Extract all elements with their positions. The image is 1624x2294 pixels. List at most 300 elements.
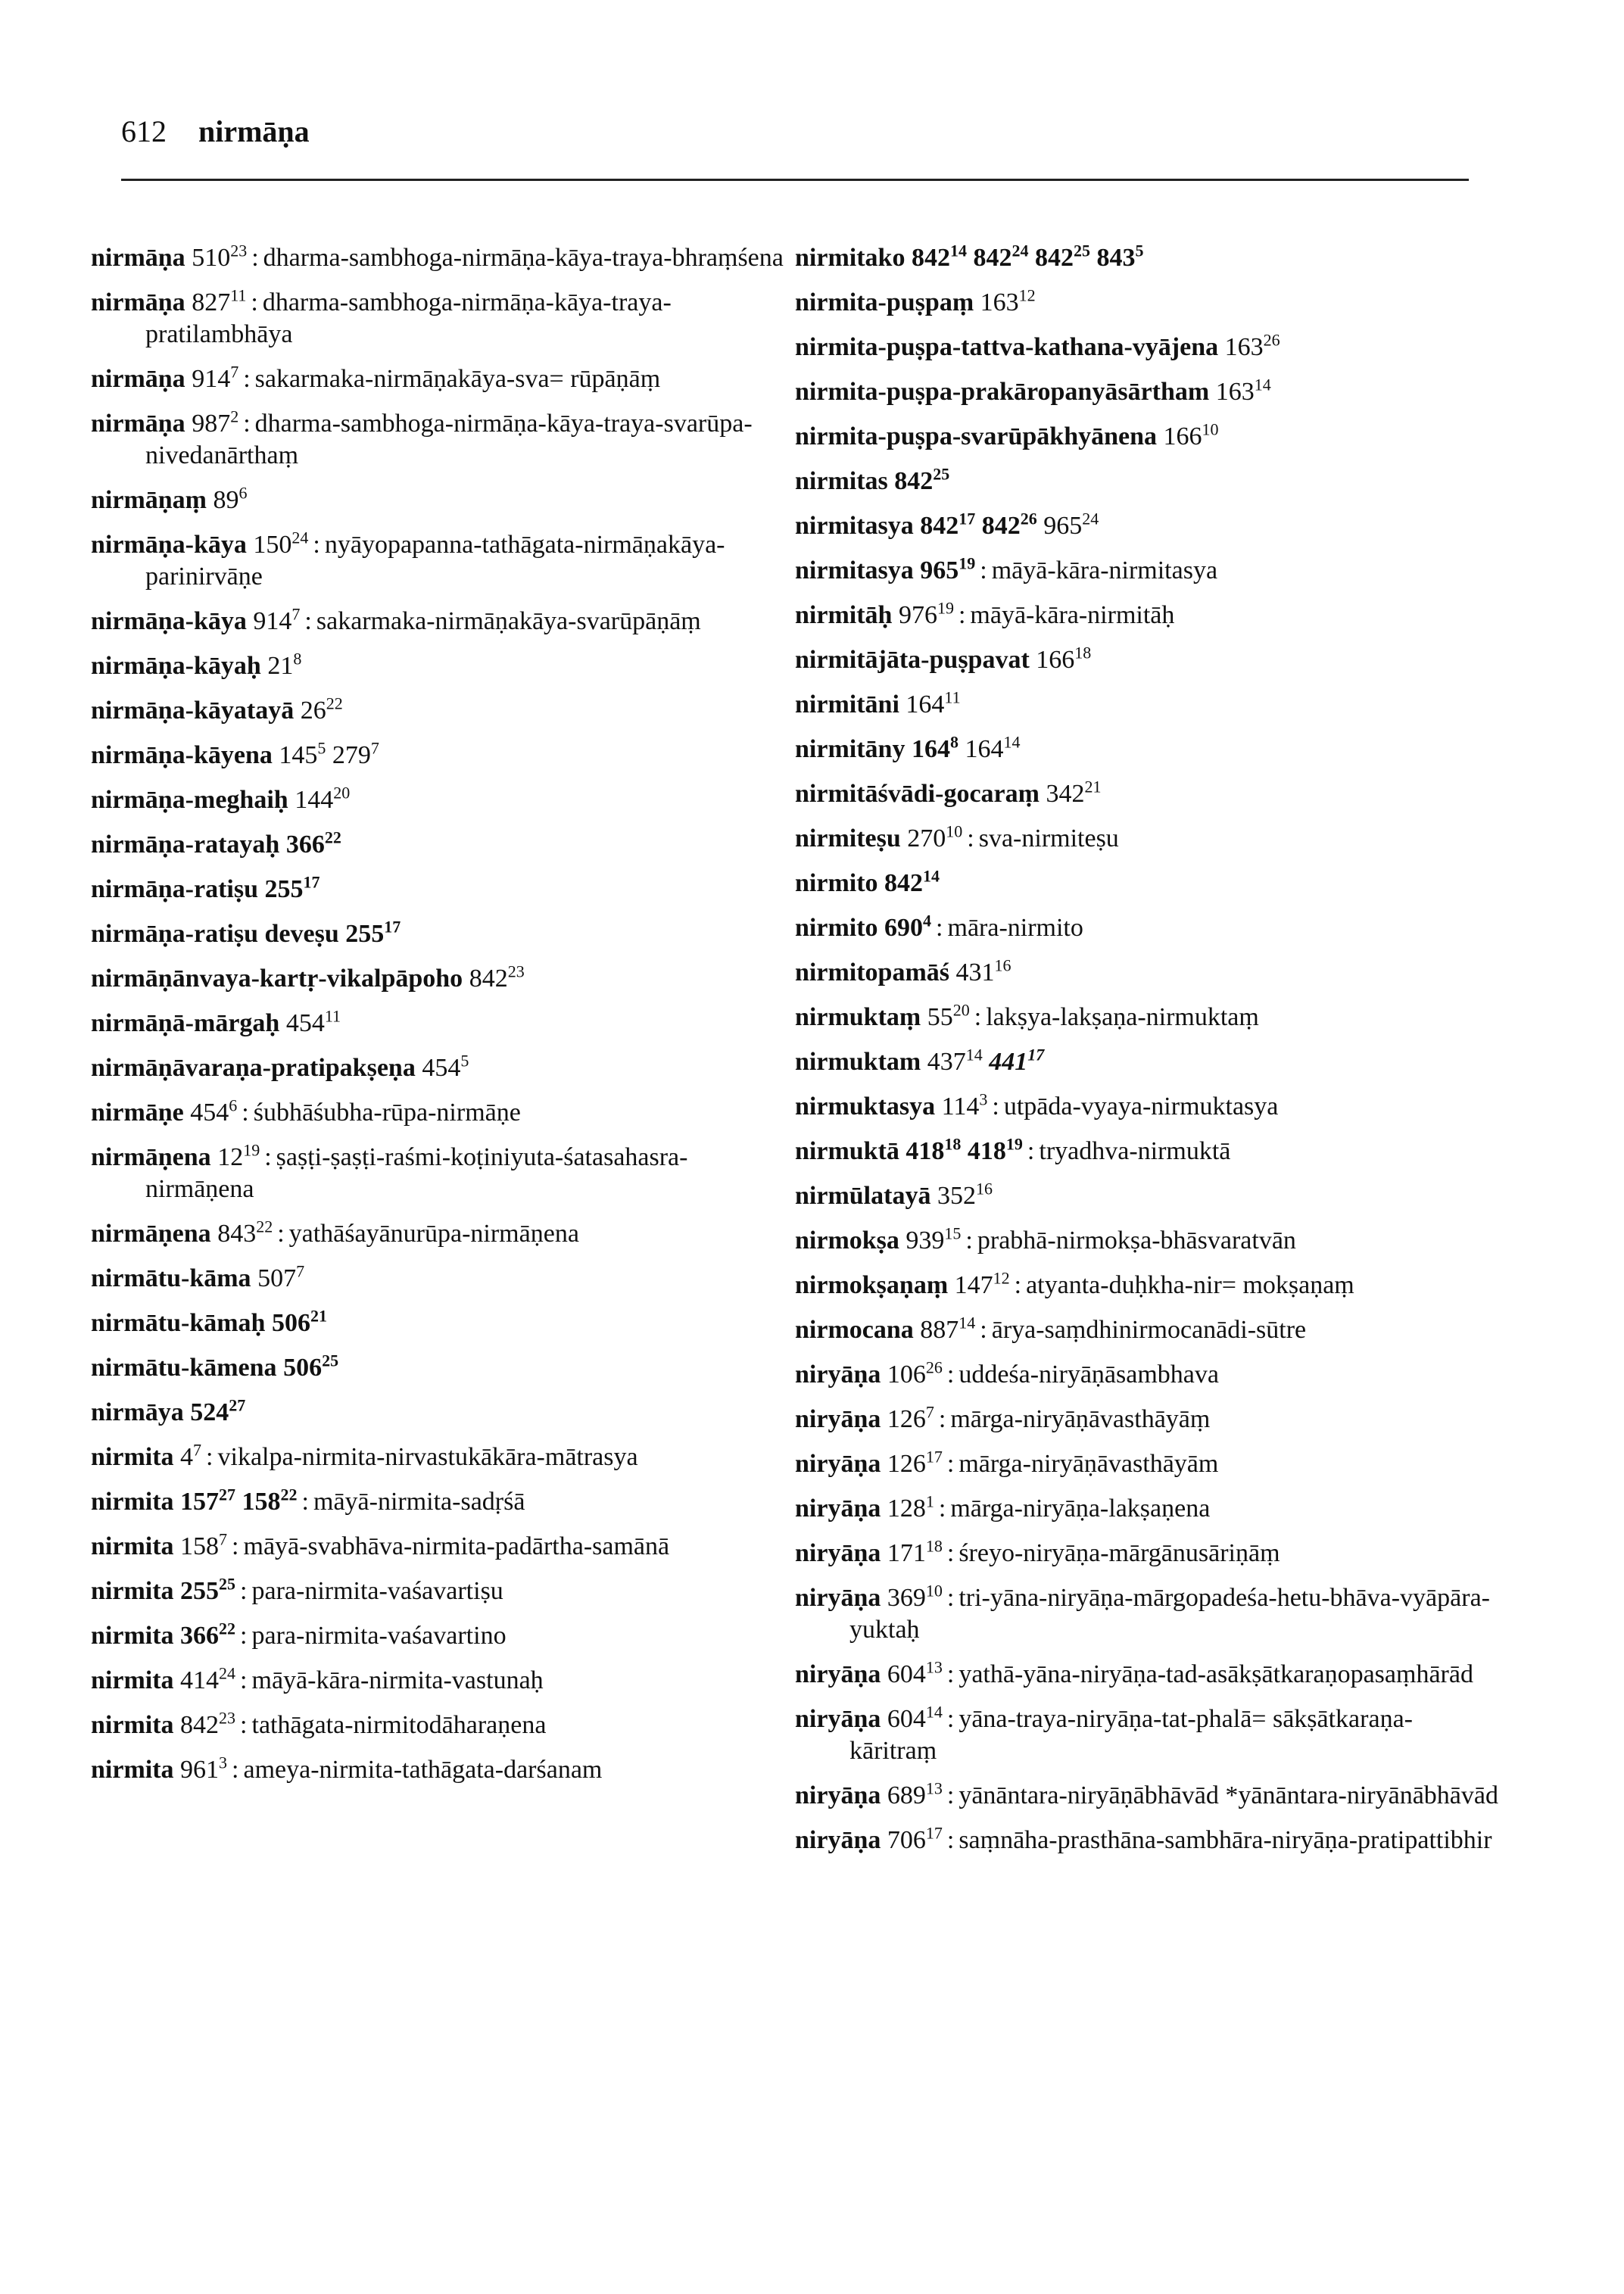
line-number-ref: 16 — [994, 955, 1011, 975]
headword: nirmāṇena — [91, 1220, 211, 1248]
page-number-ref: 706 — [887, 1826, 926, 1854]
headword: nirmāṇa-ratiṣu deveṣu — [91, 920, 339, 948]
gloss-text: para-nirmita-vaśavartino — [251, 1622, 507, 1650]
line-number-ref: 18 — [1074, 643, 1092, 662]
page-number-ref: 12 — [217, 1143, 244, 1171]
index-entry — [91, 1008, 795, 1039]
page-number-ref: 961 — [180, 1756, 220, 1784]
headword: nirmita-puṣpaṃ — [795, 288, 974, 316]
line-number-ref: 17 — [959, 509, 976, 528]
page-number-ref: 604 — [887, 1660, 926, 1688]
gloss-separator: : — [277, 1220, 285, 1248]
gloss-separator: : — [240, 1622, 248, 1650]
line-number-ref: 7 — [296, 1261, 305, 1281]
gloss-text: prabhā-nirmokṣa-bhāsvaratvān — [977, 1226, 1296, 1255]
line-number-ref: 3 — [219, 1753, 228, 1772]
page-reference — [937, 1179, 993, 1210]
gloss-separator: : — [242, 1099, 249, 1127]
page-reference — [345, 917, 401, 948]
page-reference — [242, 1485, 298, 1516]
gloss-text: yathāśayānurūpa-nirmāṇena — [288, 1220, 579, 1248]
headword: nirmokṣaṇaṃ — [795, 1271, 949, 1299]
index-entry — [795, 778, 1499, 810]
line-number-ref: 19 — [937, 598, 954, 618]
headword: nirmita-puṣpa-tattva-kathana-vyājena — [795, 333, 1219, 361]
page-reference — [887, 1536, 943, 1567]
gloss-text: vikalpa-nirmita-nirvastukākāra-mātrasya — [217, 1443, 638, 1471]
page-reference — [190, 1096, 238, 1127]
page-reference — [267, 649, 302, 680]
line-number-ref: 23 — [230, 241, 248, 260]
index-entry — [91, 1308, 795, 1339]
page-number-ref: 55 — [927, 1003, 953, 1031]
page-reference — [264, 872, 320, 903]
line-number-ref: 26 — [925, 1357, 943, 1377]
page-reference — [192, 241, 248, 272]
headword: nirmāṇa-ratayaḥ — [91, 831, 280, 859]
page-number-ref: 158 — [180, 1532, 220, 1560]
headword: nirmuktaṃ — [795, 1003, 921, 1031]
gloss-text: māyā-nirmita-sadṛśā — [313, 1488, 525, 1516]
headword: nirmita — [91, 1443, 174, 1471]
page-reference — [217, 1217, 273, 1248]
page-reference — [884, 911, 932, 942]
headword: nirmita — [91, 1711, 174, 1739]
gloss-separator: : — [240, 1577, 248, 1605]
index-entry — [91, 874, 795, 905]
line-number-ref: 3 — [979, 1089, 988, 1109]
index-entry — [91, 1097, 795, 1129]
gloss-separator: : — [240, 1666, 248, 1694]
headword: niryāṇa — [795, 1495, 881, 1523]
index-entry — [91, 963, 795, 995]
headword: nirmitājāta-puṣpavat — [795, 646, 1030, 674]
line-number-ref: 16 — [975, 1179, 993, 1198]
line-number-ref: 1 — [925, 1491, 934, 1511]
header-rule — [121, 179, 1469, 181]
page-number-ref: 454 — [190, 1099, 229, 1127]
index-entry — [91, 1531, 795, 1563]
line-number-ref: 26 — [1020, 509, 1037, 528]
page-number-ref: 144 — [295, 786, 334, 814]
headword: nirmāṇa — [91, 288, 185, 316]
index-entry — [795, 510, 1499, 542]
gloss-separator: : — [232, 1756, 239, 1784]
line-number-ref: 6 — [229, 1096, 238, 1115]
line-number-ref: 23 — [507, 962, 525, 981]
gloss-text: sakarmaka-nirmāṇakāya-sva= rūpāṇāṃ — [254, 365, 661, 393]
gloss-separator: : — [232, 1532, 239, 1560]
index-entry — [91, 1218, 795, 1250]
page-reference — [887, 1778, 943, 1809]
line-number-ref: 14 — [959, 1313, 976, 1332]
page-reference — [907, 821, 963, 852]
gloss-separator: : — [301, 1488, 309, 1516]
page-number-ref: 510 — [192, 244, 231, 272]
headword: nirmita — [91, 1666, 174, 1694]
page-reference — [927, 1000, 970, 1031]
headword: nirmāṇa-kāyaḥ — [91, 652, 261, 680]
page-reference — [1036, 643, 1092, 674]
page-number-ref: 842 — [180, 1711, 220, 1739]
line-number-ref: 19 — [959, 553, 976, 573]
page-number-ref: 369 — [887, 1584, 926, 1612]
page-number-ref: 842 — [469, 965, 508, 993]
right-column — [795, 242, 1499, 1869]
page-number-ref: 279 — [332, 741, 371, 769]
page-reference — [887, 1491, 934, 1523]
page-number-ref: 145 — [279, 741, 318, 769]
page-reference — [887, 1402, 934, 1433]
page-reference — [920, 553, 976, 584]
page-reference — [213, 483, 248, 514]
gloss-separator: : — [946, 1361, 955, 1389]
page-number-ref: 126 — [887, 1450, 926, 1478]
line-number-ref: 24 — [291, 528, 309, 547]
page-reference — [180, 1485, 236, 1516]
page-reference — [887, 1357, 943, 1389]
left-column — [91, 242, 795, 1799]
index-entry — [91, 1263, 795, 1295]
headword: nirmuktā — [795, 1137, 899, 1165]
line-number-ref: 22 — [326, 693, 343, 713]
gloss-separator: : — [980, 556, 987, 584]
page-number-ref: 842 — [911, 244, 950, 272]
page-number-ref: 843 — [217, 1220, 257, 1248]
line-number-ref: 5 — [1135, 241, 1144, 260]
gloss-text: tathāgata-nirmitodāharaṇena — [251, 1711, 547, 1739]
page-reference — [257, 1261, 305, 1292]
headword: niryāṇa — [795, 1405, 881, 1433]
page-number-ref: 431 — [955, 958, 995, 986]
gloss-separator: : — [946, 1660, 955, 1688]
page-reference — [285, 828, 341, 859]
headword: nirmitako — [795, 244, 906, 272]
gloss-separator: : — [965, 1226, 973, 1255]
page-number-ref: 418 — [967, 1137, 1006, 1165]
page-number-ref: 164 — [965, 735, 1004, 763]
gloss-text: ameya-nirmita-tathāgata-darśanam — [243, 1756, 603, 1784]
headword: niryāṇa — [795, 1705, 881, 1733]
headword: niryāṇa — [795, 1826, 881, 1854]
gloss-separator: : — [946, 1539, 955, 1567]
gloss-separator: : — [946, 1584, 955, 1612]
page-reference — [300, 693, 343, 725]
page-reference — [285, 1006, 341, 1037]
index-entry — [91, 829, 795, 861]
page-reference — [279, 738, 326, 769]
page-reference — [941, 1089, 988, 1121]
index-entry — [795, 1825, 1499, 1856]
gloss-text: māyā-kāra-nirmitāḥ — [970, 601, 1175, 629]
index-entry — [795, 1659, 1499, 1691]
index-entry — [795, 1448, 1499, 1480]
page-number-ref: 352 — [937, 1182, 976, 1210]
headword: nirmāṇaṃ — [91, 486, 207, 514]
page-reference — [898, 598, 954, 629]
index-entry — [91, 606, 795, 637]
headword: nirmito — [795, 869, 878, 897]
line-number-ref: 11 — [230, 285, 247, 305]
page-reference — [973, 241, 1029, 272]
line-number-ref: 7 — [370, 738, 379, 758]
gloss-text: uddeśa-niryāṇāsambhava — [959, 1361, 1219, 1389]
headword: nirmita — [91, 1756, 174, 1784]
index-entry — [795, 376, 1499, 408]
page-reference — [180, 1619, 236, 1650]
headword: niryāṇa — [795, 1781, 881, 1809]
headword: nirmāṇa — [91, 244, 185, 272]
page-reference — [253, 604, 301, 635]
page-number-ref: 604 — [887, 1705, 926, 1733]
gloss-text: sakarmaka-nirmāṇakāya-svarūpāṇāṃ — [316, 607, 701, 635]
page-reference — [180, 1708, 236, 1739]
page-reference — [906, 1223, 962, 1255]
gloss-text: yānāntara-niryāṇābhāvād *yānāntara-niryānābhāvād — [959, 1781, 1498, 1809]
line-number-ref: 17 — [925, 1447, 943, 1466]
page-number-ref: 26 — [300, 697, 326, 725]
line-number-ref: 2 — [230, 407, 239, 426]
headword: nirmita-puṣpa-svarūpākhyānena — [795, 422, 1158, 450]
index-entry — [795, 1359, 1499, 1391]
line-number-ref: 23 — [219, 1708, 236, 1728]
line-number-ref: 14 — [925, 1702, 943, 1722]
gloss-separator: : — [958, 601, 966, 629]
gloss-separator: : — [243, 365, 251, 393]
index-entry — [91, 1754, 795, 1786]
page-number-ref: 147 — [954, 1271, 993, 1299]
line-number-ref: 6 — [238, 483, 248, 503]
gloss-separator: : — [967, 824, 974, 852]
line-number-ref: 15 — [944, 1223, 962, 1243]
page-reference — [965, 732, 1021, 763]
page-number-ref: 342 — [1046, 780, 1085, 808]
headword: nirmāṇa-meghaiḥ — [91, 786, 288, 814]
line-number-ref: 8 — [949, 732, 959, 752]
page-reference — [920, 509, 976, 540]
headword: nirmitāni — [795, 690, 899, 718]
headword: nirmātu-kāmaḥ — [91, 1309, 266, 1337]
page-number-ref: 158 — [242, 1488, 281, 1516]
index-entry — [91, 1620, 795, 1652]
headword: nirmiteṣu — [795, 824, 901, 852]
headword: nirmitopamāś — [795, 958, 949, 986]
page-number-ref: 842 — [884, 869, 924, 897]
gloss-separator: : — [304, 607, 312, 635]
gloss-separator: : — [251, 288, 258, 316]
line-number-ref: 17 — [384, 917, 401, 937]
headword: nirmāṇena — [91, 1143, 211, 1171]
page-reference — [911, 241, 967, 272]
line-number-ref: 14 — [1254, 375, 1271, 394]
gloss-text: māyā-kāra-nirmitasya — [991, 556, 1218, 584]
page-reference — [980, 285, 1036, 316]
page-reference — [253, 528, 309, 559]
headword: nirmāṇānvaya-kartṛ-vikalpāpoho — [91, 965, 463, 993]
headword: nirmāṇa — [91, 410, 185, 438]
gloss-separator: : — [243, 410, 251, 438]
page-reference — [887, 1447, 943, 1478]
line-number-ref: 7 — [291, 604, 301, 624]
page-reference — [1163, 419, 1219, 450]
gloss-text: yathā-yāna-niryāṇa-tad-asākṣātkaraṇopasaṃhārād — [959, 1660, 1473, 1688]
index-entry — [795, 1582, 1499, 1646]
gloss-text: nyāyopapanna-tathāgata-nirmāṇakāya-parinirvāṇe — [145, 531, 725, 591]
gloss-text: atyanta-duḥkha-nir= mokṣaṇaṃ — [1026, 1271, 1354, 1299]
page-reference — [1043, 509, 1099, 540]
headword: niryāṇa — [795, 1539, 881, 1567]
index-entry — [795, 1136, 1499, 1167]
page-number-ref: 164 — [906, 690, 945, 718]
gloss-separator: : — [946, 1450, 955, 1478]
page-number-ref: 255 — [264, 875, 304, 903]
gloss-separator: : — [313, 531, 320, 559]
line-number-ref: 22 — [280, 1485, 298, 1504]
gloss-text: yāna-traya-niryāṇa-tat-phalā= sākṣātkaraṇa-kāritraṃ — [849, 1705, 1413, 1765]
line-number-ref: 17 — [303, 872, 320, 892]
page-reference — [217, 1140, 260, 1171]
gloss-text: para-nirmita-vaśavartiṣu — [251, 1577, 503, 1605]
index-entry — [91, 784, 795, 816]
page-number-ref: 166 — [1163, 422, 1202, 450]
page-reference — [884, 866, 940, 897]
headword: nirmāṇa-kāyena — [91, 741, 273, 769]
headword: nirmokṣa — [795, 1226, 899, 1255]
page-reference — [906, 687, 961, 718]
page-number-ref: 454 — [285, 1009, 325, 1037]
gloss-text: sva-nirmiteṣu — [978, 824, 1119, 852]
gloss-separator: : — [980, 1316, 987, 1344]
page-reference — [1215, 375, 1271, 406]
index-entry — [91, 1142, 795, 1205]
page-reference — [1046, 777, 1102, 808]
page-number-ref: 128 — [887, 1495, 926, 1523]
line-number-ref: 22 — [324, 828, 341, 847]
running-head: nirmāṇa — [198, 114, 310, 148]
page-reference — [332, 738, 379, 769]
page-number-ref: 437 — [927, 1048, 966, 1076]
page-number-ref: 150 — [253, 531, 292, 559]
gloss-separator: : — [974, 1003, 982, 1031]
page-number-ref: 4 — [180, 1443, 194, 1471]
line-number-ref: 18 — [944, 1134, 962, 1154]
line-number-ref: 26 — [1263, 330, 1280, 350]
gloss-text: māra-nirmito — [947, 914, 1083, 942]
gloss-separator: : — [946, 1826, 955, 1854]
page-number-ref: 887 — [920, 1316, 959, 1344]
index-entry — [795, 332, 1499, 363]
page-reference — [887, 1702, 943, 1733]
page-number-ref: 270 — [907, 824, 946, 852]
headword: nirmocana — [795, 1316, 914, 1344]
index-entry — [91, 1710, 795, 1741]
line-number-ref: 22 — [256, 1217, 273, 1236]
page-number-ref: 690 — [884, 914, 924, 942]
gloss-text: utpāda-vyaya-nirmuktasya — [1003, 1092, 1279, 1121]
headword: nirmāṇā-mārgaḥ — [91, 1009, 280, 1037]
line-number-ref: 7 — [230, 362, 239, 382]
index-entry — [795, 600, 1499, 631]
index-entry — [795, 689, 1499, 721]
index-entry — [91, 242, 795, 274]
page-reference — [906, 1134, 962, 1165]
index-entry — [795, 644, 1499, 676]
headword: nirmāṇe — [91, 1099, 184, 1127]
index-entry — [795, 1314, 1499, 1346]
page-reference — [180, 1663, 236, 1694]
gloss-text: mārga-niryāṇāvasthāyām — [959, 1450, 1219, 1478]
gloss-text: saṃnāha-prasthāna-sambhāra-niryāṇa-pratipattibhir — [959, 1826, 1492, 1854]
gloss-separator: : — [936, 914, 943, 942]
gloss-separator: : — [1014, 1271, 1022, 1299]
index-entry — [795, 1493, 1499, 1525]
line-number-ref: 12 — [993, 1268, 1010, 1288]
gloss-separator: : — [1027, 1137, 1035, 1165]
gloss-text: tryadhva-nirmuktā — [1039, 1137, 1231, 1165]
index-entry — [91, 1442, 795, 1473]
page-reference — [295, 783, 351, 814]
page-number-ref: 842 — [981, 512, 1021, 540]
headword: nirmitāny — [795, 735, 906, 763]
page-reference — [954, 1268, 1010, 1299]
page-number-ref: 89 — [213, 486, 239, 514]
line-number-ref: 19 — [1005, 1134, 1023, 1154]
headword: nirmuktam — [795, 1048, 921, 1076]
gloss-separator: : — [264, 1143, 272, 1171]
line-number-ref: 17 — [1027, 1045, 1045, 1064]
line-number-ref: 24 — [1082, 509, 1099, 528]
gloss-separator: : — [946, 1705, 955, 1733]
page-number-ref: 163 — [1215, 378, 1255, 406]
index-entry — [91, 363, 795, 395]
page-reference — [422, 1051, 469, 1082]
line-number-ref: 13 — [925, 1778, 943, 1798]
line-number-ref: 8 — [293, 649, 302, 669]
page-reference — [887, 1657, 943, 1688]
headword: nirmito — [795, 914, 878, 942]
line-number-ref: 7 — [925, 1402, 934, 1422]
line-number-ref: 25 — [1073, 241, 1090, 260]
page-number-ref: 366 — [180, 1622, 220, 1650]
page-number-ref: 366 — [285, 831, 325, 859]
line-number-ref: 7 — [193, 1440, 202, 1460]
headword: nirmita — [91, 1577, 174, 1605]
gloss-separator: : — [938, 1405, 946, 1433]
gloss-separator: : — [240, 1711, 248, 1739]
page-reference — [1224, 330, 1280, 361]
line-number-ref: 7 — [219, 1529, 228, 1549]
index-entry — [91, 1397, 795, 1429]
gloss-separator: : — [251, 244, 259, 272]
headword: nirmūlatayā — [795, 1182, 931, 1210]
page-number-ref: 842 — [1034, 244, 1074, 272]
index-entry — [795, 1404, 1499, 1435]
page-number-ref: 507 — [257, 1264, 297, 1292]
index-entry — [91, 740, 795, 771]
page-reference — [894, 464, 950, 495]
line-number-ref: 27 — [229, 1395, 246, 1415]
page-number-ref: 171 — [887, 1539, 926, 1567]
index-entry — [795, 912, 1499, 944]
headword: niryāṇa — [795, 1361, 881, 1389]
headword: nirmāṇa-kāya — [91, 531, 247, 559]
page-number-ref: 114 — [941, 1092, 980, 1121]
page-number-ref: 255 — [180, 1577, 220, 1605]
gloss-text: mārga-niryāṇāvasthāyāṃ — [950, 1405, 1211, 1433]
page-number-ref: 976 — [898, 601, 937, 629]
page-number-ref: 843 — [1096, 244, 1136, 272]
page-reference — [190, 1395, 246, 1426]
